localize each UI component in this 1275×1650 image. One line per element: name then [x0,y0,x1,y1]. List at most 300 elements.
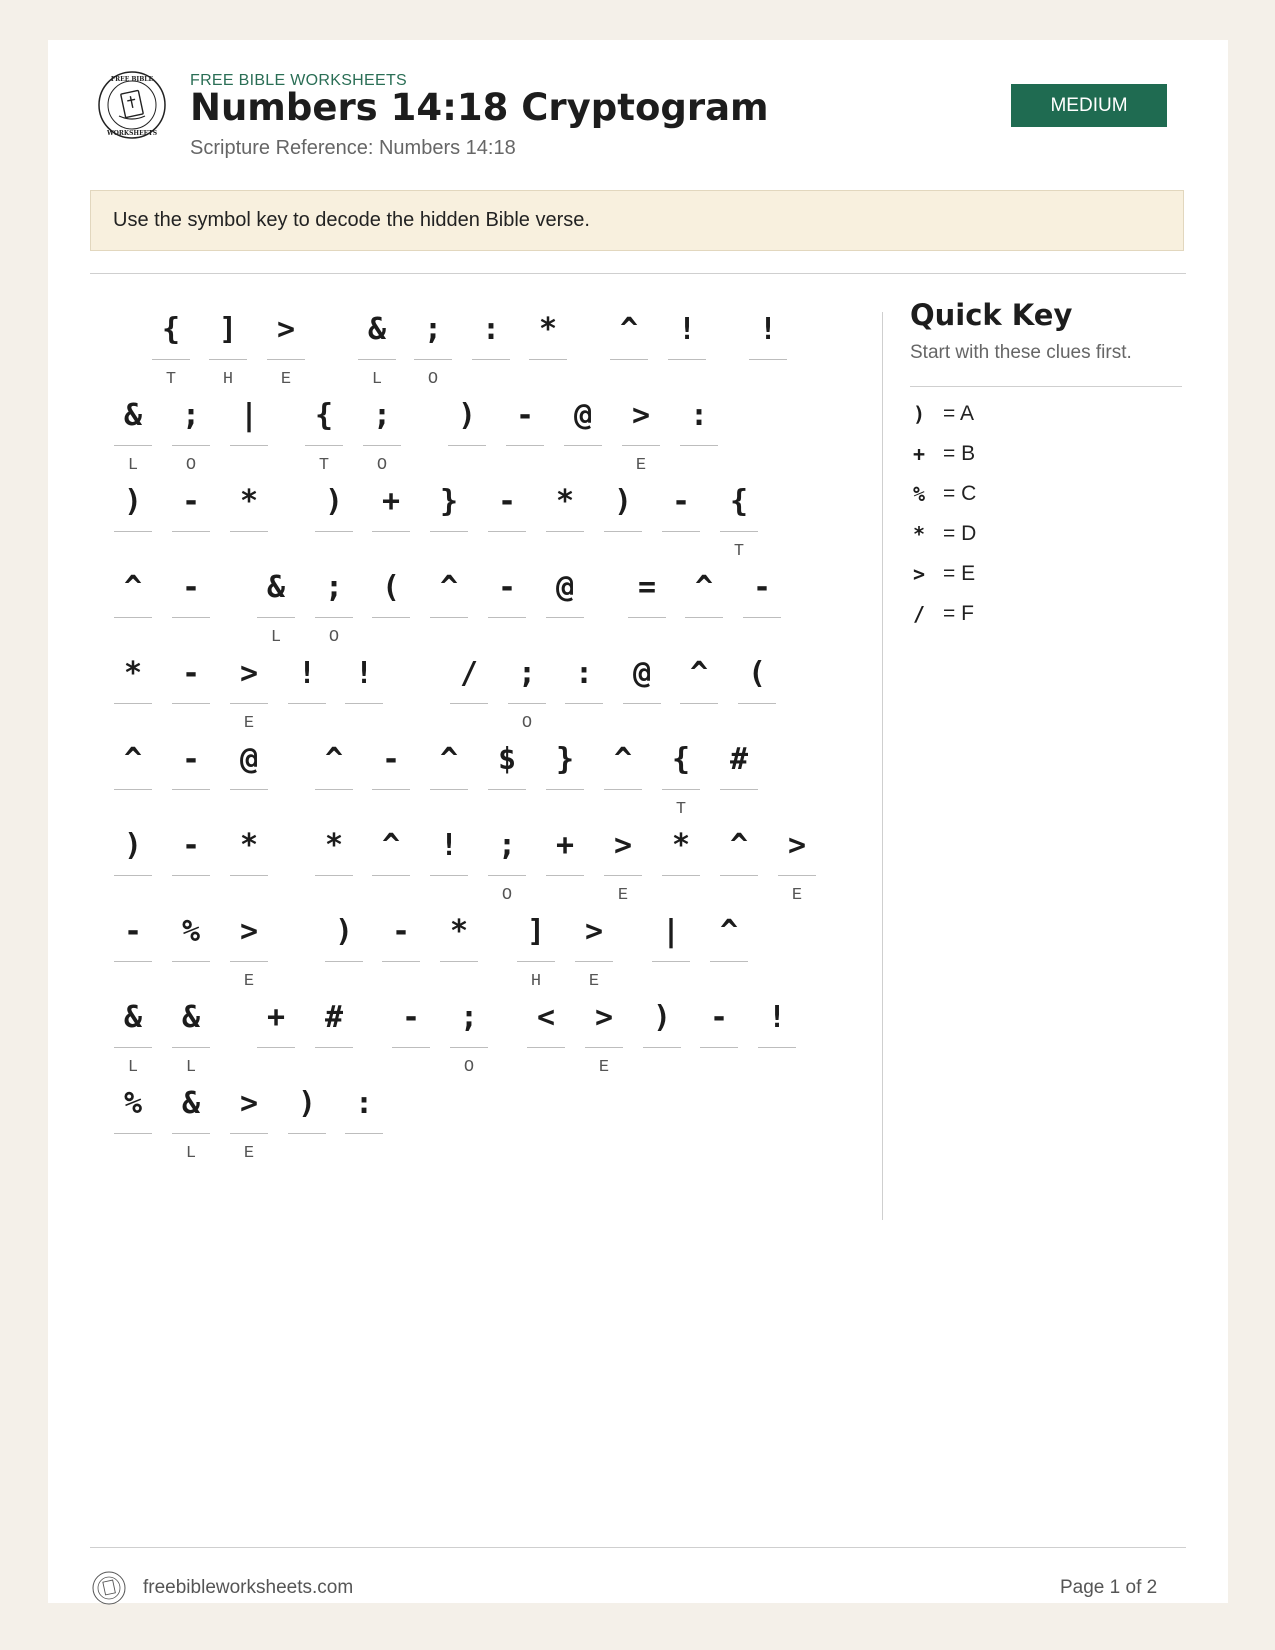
answer-line[interactable] [230,789,268,790]
cipher-cell[interactable] [680,648,718,734]
cipher-symbol: > [787,827,807,863]
difficulty-badge: MEDIUM [1011,84,1167,127]
answer-line[interactable] [209,359,247,360]
cipher-cell[interactable] [720,476,758,562]
answer-line[interactable] [315,1047,353,1048]
cipher-symbol: - [709,999,729,1035]
cipher-symbol: - [181,569,201,605]
cipher-symbol: & [181,999,201,1035]
cipher-cell[interactable] [230,820,268,906]
answer-line[interactable] [172,703,210,704]
hint-letter: L [185,1144,197,1163]
cipher-cell[interactable] [604,476,642,562]
cipher-cell[interactable] [628,562,666,648]
answer-line[interactable] [546,789,584,790]
cipher-cell[interactable] [172,906,210,992]
answer-line[interactable] [710,961,748,962]
answer-line[interactable] [325,961,363,962]
puzzle-row [48,562,772,648]
cipher-cell[interactable] [517,906,555,992]
cipher-cell[interactable] [345,648,383,734]
answer-line[interactable] [720,789,758,790]
hint-letter: E [635,456,647,475]
key-symbol: > [912,562,926,586]
cipher-symbol: ) [123,483,143,519]
answer-line[interactable] [488,617,526,618]
answer-line[interactable] [363,445,401,446]
answer-line[interactable] [372,789,410,790]
answer-line[interactable] [448,445,486,446]
answer-line[interactable] [749,359,787,360]
cipher-symbol: > [239,1085,259,1121]
answer-line[interactable] [288,703,326,704]
instructions-box [90,190,1184,251]
hint-letter: L [127,1058,139,1077]
key-symbol: % [912,482,926,506]
answer-line[interactable] [315,617,353,618]
cipher-cell[interactable] [267,304,305,390]
cipher-symbol: ! [758,311,778,347]
puzzle-row [48,734,748,820]
cipher-cell[interactable] [662,820,700,906]
hint-letter: E [588,972,600,991]
cipher-cell[interactable] [363,390,401,476]
puzzle-row [48,648,767,734]
cipher-symbol: : [689,397,709,433]
answer-line[interactable] [172,445,210,446]
cipher-cell[interactable] [152,304,190,390]
cipher-cell[interactable] [575,906,613,992]
cipher-cell[interactable] [430,734,468,820]
cipher-cell[interactable] [758,992,796,1078]
page-number: Page 1 of 2 [1060,1577,1158,1598]
answer-line[interactable] [430,875,468,876]
answer-line[interactable] [450,703,488,704]
answer-line[interactable] [430,789,468,790]
answer-line[interactable] [172,961,210,962]
cipher-symbol: - [381,741,401,777]
footer-divider [90,1547,1186,1548]
key-value: = A [943,402,974,425]
answer-line[interactable] [257,617,295,618]
cipher-symbol: ^ [729,827,749,863]
cipher-cell[interactable] [622,390,660,476]
answer-line[interactable] [152,359,190,360]
cipher-cell[interactable] [604,820,642,906]
cipher-cell[interactable] [230,906,268,992]
answer-line[interactable] [345,1133,383,1134]
answer-line[interactable] [230,875,268,876]
cipher-symbol: { [671,741,691,777]
cipher-cell[interactable] [643,992,681,1078]
cipher-symbol: > [594,999,614,1035]
answer-line[interactable] [546,617,584,618]
cipher-symbol: - [181,827,201,863]
answer-line[interactable] [372,531,410,532]
cipher-symbol: * [239,827,259,863]
answer-line[interactable] [430,531,468,532]
cipher-cell[interactable] [685,562,723,648]
answer-line[interactable] [372,875,410,876]
cipher-cell[interactable] [604,734,642,820]
cipher-cell[interactable] [114,476,152,562]
cipher-cell[interactable] [315,734,353,820]
hint-letter: E [243,972,255,991]
cipher-symbol: ; [497,827,517,863]
cipher-cell[interactable] [448,390,486,476]
answer-line[interactable] [230,703,268,704]
answer-line[interactable] [700,1047,738,1048]
cipher-cell[interactable] [527,992,565,1078]
cipher-cell[interactable] [662,476,700,562]
answer-line[interactable] [392,1047,430,1048]
cipher-cell[interactable] [209,304,247,390]
cipher-symbol: ; [324,569,344,605]
cipher-cell[interactable] [738,648,776,734]
cipher-cell[interactable] [230,648,268,734]
cipher-symbol: ) [334,913,354,949]
answer-line[interactable] [114,789,152,790]
cipher-symbol: { [314,397,334,433]
answer-line[interactable] [172,1133,210,1134]
cipher-symbol: - [671,483,691,519]
cipher-cell[interactable] [315,476,353,562]
answer-line[interactable] [172,617,210,618]
answer-line[interactable] [527,1047,565,1048]
cipher-symbol: ) [297,1085,317,1121]
answer-line[interactable] [450,1047,488,1048]
answer-line[interactable] [622,445,660,446]
cipher-cell[interactable] [172,734,210,820]
cipher-cell[interactable] [472,304,510,390]
answer-line[interactable] [230,961,268,962]
cipher-symbol: ! [439,827,459,863]
hint-letter: L [127,456,139,475]
puzzle-row [48,390,748,476]
cipher-cell[interactable] [230,734,268,820]
cipher-symbol: - [391,913,411,949]
cipher-cell[interactable] [546,476,584,562]
cipher-cell[interactable] [305,390,343,476]
cipher-symbol: & [266,569,286,605]
cipher-symbol: ^ [719,913,739,949]
answer-line[interactable] [430,617,468,618]
cipher-cell[interactable] [372,562,410,648]
cipher-cell[interactable] [414,304,452,390]
answer-line[interactable] [315,875,353,876]
cipher-symbol: * [538,311,558,347]
answer-line[interactable] [172,531,210,532]
answer-line[interactable] [604,531,642,532]
cipher-cell[interactable] [172,648,210,734]
hint-letter: O [427,370,439,389]
cipher-cell[interactable] [114,734,152,820]
cipher-symbol: } [439,483,459,519]
cipher-symbol: ] [526,913,546,949]
cipher-cell[interactable] [720,734,758,820]
answer-line[interactable] [623,703,661,704]
answer-line[interactable] [488,875,526,876]
cipher-cell[interactable] [430,820,468,906]
answer-line[interactable] [680,703,718,704]
cipher-cell[interactable] [172,820,210,906]
cipher-cell[interactable] [114,906,152,992]
answer-line[interactable] [172,789,210,790]
cipher-symbol: ^ [123,569,143,605]
answer-line[interactable] [305,445,343,446]
cipher-symbol: - [123,913,143,949]
cipher-symbol: ] [218,311,238,347]
hint-letter: E [243,714,255,733]
cipher-cell[interactable] [710,906,748,992]
answer-line[interactable] [517,961,555,962]
cipher-symbol: / [459,655,479,691]
cipher-cell[interactable] [564,390,602,476]
cipher-cell[interactable] [488,820,526,906]
cipher-cell[interactable] [114,1078,152,1164]
quick-key-subtitle: Start with these clues first. [910,342,1132,363]
cipher-symbol: ^ [381,827,401,863]
cipher-cell[interactable] [488,476,526,562]
cipher-symbol: # [324,999,344,1035]
cipher-cell[interactable] [623,648,661,734]
cipher-symbol: ! [677,311,697,347]
cipher-symbol: + [381,483,401,519]
answer-line[interactable] [230,445,268,446]
cipher-cell[interactable] [172,562,210,648]
cipher-cell[interactable] [230,476,268,562]
cipher-symbol: } [555,741,575,777]
answer-line[interactable] [720,531,758,532]
cipher-cell[interactable] [565,648,603,734]
answer-line[interactable] [172,1047,210,1048]
answer-line[interactable] [738,703,776,704]
cipher-cell[interactable] [546,734,584,820]
answer-line[interactable] [172,875,210,876]
cipher-symbol: & [367,311,387,347]
cipher-cell[interactable] [372,734,410,820]
answer-line[interactable] [778,875,816,876]
cipher-cell[interactable] [257,562,295,648]
answer-line[interactable] [758,1047,796,1048]
cipher-cell[interactable] [720,820,758,906]
cipher-cell[interactable] [546,820,584,906]
cipher-cell[interactable] [257,992,295,1078]
cipher-cell[interactable] [325,906,363,992]
cipher-cell[interactable] [372,476,410,562]
answer-line[interactable] [372,617,410,618]
cipher-cell[interactable] [743,562,781,648]
hint-letter: O [185,456,197,475]
cipher-cell[interactable] [440,906,478,992]
hint-letter: T [165,370,177,389]
quick-key-divider [910,386,1182,387]
answer-line[interactable] [345,703,383,704]
bible-logo-icon [97,70,167,140]
cipher-cell[interactable] [114,390,152,476]
answer-line[interactable] [680,445,718,446]
cipher-cell[interactable] [114,992,152,1078]
cipher-symbol: - [401,999,421,1035]
answer-line[interactable] [506,445,544,446]
answer-line[interactable] [288,1133,326,1134]
cipher-symbol: % [123,1085,143,1121]
answer-line[interactable] [414,359,452,360]
answer-line[interactable] [472,359,510,360]
cipher-cell[interactable] [668,304,706,390]
cipher-cell[interactable] [652,906,690,992]
answer-line[interactable] [652,961,690,962]
quick-key-item [910,522,1110,552]
cipher-cell[interactable] [288,648,326,734]
cipher-cell[interactable] [585,992,623,1078]
answer-line[interactable] [668,359,706,360]
cipher-cell[interactable] [315,562,353,648]
cipher-cell[interactable] [450,648,488,734]
answer-line[interactable] [643,1047,681,1048]
puzzle-row [48,820,807,906]
answer-line[interactable] [257,1047,295,1048]
cipher-cell[interactable] [430,562,468,648]
logo-text-top: FREE BIBLE [110,76,154,83]
answer-line[interactable] [315,531,353,532]
cipher-symbol: ! [767,999,787,1035]
cipher-cell[interactable] [778,820,816,906]
cipher-symbol: @ [632,655,652,691]
cipher-symbol: ) [123,827,143,863]
puzzle-row [48,906,748,992]
quick-key-title: Quick Key [910,298,1073,332]
cipher-cell[interactable] [546,562,584,648]
answer-line[interactable] [440,961,478,962]
cipher-cell[interactable] [230,390,268,476]
answer-line[interactable] [720,875,758,876]
cipher-cell[interactable] [372,820,410,906]
answer-line[interactable] [488,531,526,532]
cipher-cell[interactable] [488,562,526,648]
brand-name: FREE BIBLE WORKSHEETS [190,72,408,89]
answer-line[interactable] [114,1133,152,1134]
answer-line[interactable] [358,359,396,360]
answer-line[interactable] [488,789,526,790]
answer-line[interactable] [610,359,648,360]
cipher-cell[interactable] [172,476,210,562]
cipher-cell[interactable] [172,1078,210,1164]
answer-line[interactable] [114,1047,152,1048]
cipher-cell[interactable] [529,304,567,390]
cipher-symbol: ^ [694,569,714,605]
cipher-cell[interactable] [230,1078,268,1164]
cipher-symbol: & [123,397,143,433]
cipher-symbol: | [239,397,259,433]
answer-line[interactable] [267,359,305,360]
answer-line[interactable] [685,617,723,618]
cipher-symbol: - [497,483,517,519]
column-divider [882,312,883,1220]
cipher-symbol: ( [747,655,767,691]
answer-line[interactable] [662,789,700,790]
cipher-cell[interactable] [680,390,718,476]
cipher-cell[interactable] [506,390,544,476]
answer-line[interactable] [662,875,700,876]
answer-line[interactable] [230,1133,268,1134]
cipher-cell[interactable] [315,992,353,1078]
answer-line[interactable] [585,1047,623,1048]
cipher-cell[interactable] [749,304,787,390]
answer-line[interactable] [114,875,152,876]
header-divider [90,273,1186,274]
cipher-symbol: ( [381,569,401,605]
cipher-cell[interactable] [315,820,353,906]
answer-line[interactable] [575,961,613,962]
answer-line[interactable] [546,875,584,876]
answer-line[interactable] [628,617,666,618]
answer-line[interactable] [529,359,567,360]
cipher-symbol: > [239,913,259,949]
cipher-symbol: > [613,827,633,863]
cipher-symbol: ; [372,397,392,433]
cipher-cell[interactable] [382,906,420,992]
answer-line[interactable] [382,961,420,962]
answer-line[interactable] [114,445,152,446]
answer-line[interactable] [546,531,584,532]
answer-line[interactable] [604,875,642,876]
answer-line[interactable] [114,617,152,618]
answer-line[interactable] [604,789,642,790]
answer-line[interactable] [114,703,152,704]
answer-line[interactable] [564,445,602,446]
cipher-cell[interactable] [392,992,430,1078]
answer-line[interactable] [662,531,700,532]
cipher-symbol: > [239,655,259,691]
answer-line[interactable] [565,703,603,704]
cipher-cell[interactable] [488,734,526,820]
cipher-cell[interactable] [114,562,152,648]
answer-line[interactable] [508,703,546,704]
key-symbol: / [912,602,926,626]
answer-line[interactable] [743,617,781,618]
answer-line[interactable] [114,961,152,962]
quick-key-item [910,562,1110,592]
key-value: = D [943,522,977,545]
cipher-cell[interactable] [345,1078,383,1164]
cipher-symbol: - [181,655,201,691]
cipher-cell[interactable] [172,992,210,1078]
hint-letter: H [530,972,542,991]
cipher-cell[interactable] [114,820,152,906]
hint-letter: O [521,714,533,733]
quick-key-item [910,402,1110,432]
cipher-symbol: < [536,999,556,1035]
cipher-cell[interactable] [430,476,468,562]
cipher-cell[interactable] [358,304,396,390]
hint-letter: E [243,1144,255,1163]
key-symbol: + [912,442,926,466]
cipher-symbol: * [449,913,469,949]
cipher-cell[interactable] [288,1078,326,1164]
cipher-cell[interactable] [450,992,488,1078]
answer-line[interactable] [114,531,152,532]
cipher-cell[interactable] [700,992,738,1078]
cipher-cell[interactable] [172,390,210,476]
cipher-cell[interactable] [114,648,152,734]
cipher-cell[interactable] [508,648,546,734]
cipher-symbol: - [515,397,535,433]
cipher-cell[interactable] [610,304,648,390]
answer-line[interactable] [315,789,353,790]
answer-line[interactable] [230,531,268,532]
cipher-cell[interactable] [662,734,700,820]
